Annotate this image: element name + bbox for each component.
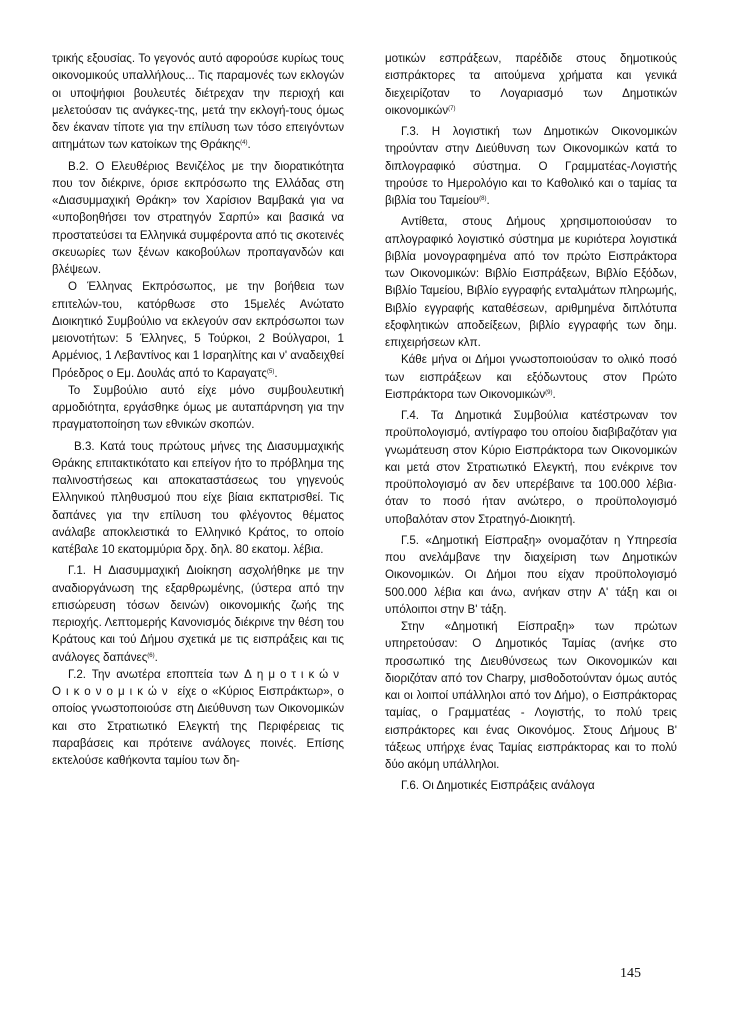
paragraph: τρικής εξουσίας. Το γεγονός αυτό αφορούσε κυρίως τους οικονομικούς υπαλλήλους... Τις παραμονές των εκλογών οι υποψήφιοι βουλευτές διέτρεχαν την περιοχή και μελετούσαν τις ανάγκες-της, μετά την εκλογή-τους όμως δεν έκαναν τίποτε για την επίλυση των τόσο επειγόντων αιτημάτων των κατοίκων της Θράκης$^{(4)}$. xyxy=(52,52,344,152)
paragraph: Αντίθετα, στους Δήμους χρησιμοποιούσαν το απλογραφικό λογιστικό σύστημα με κυριότερα λογιστικά βιβλία μονογραφημένα από τον πρώτο Εισπράκτορα των Οικονομικών: Βιβλίο Εισπράξεων, Βιβλίο Εξόδων, Βιβλίο Ταμείου, Βιβλίο εγγραφής ενταλμάτων πληρωμής, Βιβλίο εγγραφής καταθέσεων, αριθμημένα διπλότυπα εξοφλητικών αποδείξεων, βιβλίο εγγραφής των δημ. επιχειρήσεων κλπ. xyxy=(385,215,677,349)
paragraph: Γ.5. «Δημοτική Είσπραξη» ονομαζόταν η Υπηρεσία που ανελάμβανε την διαχείριση των Δημοτικών Οικονομικών. Οι Δήμοι που είχαν προϋπολογισμό 500.000 λέβια και άνω, ανήκαν στην Α' τάξη και οι υπόλοιποι στην Β' τάξη. xyxy=(385,533,677,616)
paragraph: Γ.3. Η λογιστική των Δημοτικών Οικονομικών τηρούνταν στην Διεύθυνση των Οικονομικών κατά το διπλογραφικό σύστημα. Ο Γραμματέας-Λογιστής τηρούσε το Ημερολόγιο και το Καθολικό και ο ταμίας τα βιβλία του Ταμείου$^{(8)}$. xyxy=(385,125,677,207)
paragraph: B.2. Ο Ελευθέριος Βενιζέλος με την διορατικότητα που τον διέκρινε, όρισε εκπρόσωπο της Ελλάδας στη «Διασυμμαχική Θράκη» τον Χαρίσιον Βαμβακά για να «υποβοηθήσει τον στρατηγόν Σαρπύ» και βασικά να προστατεύσει τα Ελληνικά συμφέροντα από τις σκοτεινές σκευωρίες των ξένων κακοβούλων προπαγανδών και βλέψεων. xyxy=(52,159,344,276)
footnote-ref: (6) xyxy=(147,652,155,659)
footnote-ref: (8) xyxy=(479,196,487,202)
paragraph: B.3. Κατά τους πρώτους μήνες της Διασυμμαχικής Θράκης επιτακτικότατο και επείγον ήτο το πρόβλημα της παλινοστήσεως και αποκαταστάσεως του γηγενούς Ελληνικού πληθυσμού που είχε βίαια εκπατρισθεί. Τις δαπάνες για την επίλυση του φλέγοντος θέματος ανάλαβε αποκλειστικά το Ελληνικό Κράτος, το οποίο κατέβαλε 10 εκατομμύρια δρχ. δηλ. 80 εκατομ. λέβια. xyxy=(52,439,344,556)
paragraph: μοτικών εσπράξεων, παρέδιδε στους δημοτικούς εισπράκτορες τα αιτούμενα χρήματα και γενικά διεχειρίζοταν το Λογαριασμό των Δημοτικών οικονομικών$^{(7)}$ xyxy=(385,52,677,117)
paragraph: Γ.6. Οι Δημοτικές Εισπράξεις ανάλογα xyxy=(401,779,595,793)
right-column xyxy=(385,50,677,795)
footnote-ref: (4) xyxy=(240,140,248,147)
page-number: 145 xyxy=(620,966,641,981)
paragraph: Γ.2. Την ανωτέρα εποπτεία των Δημοτικών Οικονομικών είχε ο «Κύριος Εισπράκτωρ», ο οποίος γνωστοποιούσε στη Διεύθυνση των Οικονομικών και στο Στρατιωτικό Ελεγκτή της Περιφέρειας τις παραβάσεις και πρότεινε ανάλογες ποινές. Επίσης εκτελούσε καθήκοντα ταμίου των δη- xyxy=(52,667,344,767)
paragraph: Κάθε μήνα οι Δήμοι γνωστοποιούσαν το ολικό ποσό των εισπράξεων και εξόδωντους στον Πρώτο Εισπράκτορα των Οικονομικών$^{(9)}$. xyxy=(385,353,677,401)
paragraph: Το Συμβούλιο αυτό είχε μόνο συμβουλευτική αρμοδιότητα, εργάσθηκε όμως με αυταπάρνηση για την πραγματοποίηση των εθνικών σκοπών. xyxy=(52,383,344,432)
spaced-term: Δημοτικών Οικονομικών xyxy=(52,667,344,698)
footnote-ref: (9) xyxy=(545,389,553,396)
paragraph: Γ.4. Τα Δημοτικά Συμβούλια κατέστρωναν τον προϋπολογισμό, αντίγραφο του οποίου διαβιβαζόταν για γνωμάτευση στον Κύριο Εισπράκτορα των Οικονομικών και μετά στον Στρατιωτικό Ελεγκτή, που ενέκρινε τον προϋπολογισμό αν δεν υπερέβαινε τα 100.000 λέβια· όταν το ποσό ήταν ανώτερο, ο προϋπολογισμό υποβαλόταν στον Στρατηγό-Διοικητή. xyxy=(385,409,677,526)
paragraph: Γ.1. Η Διασυμμαχική Διοίκηση ασχολήθηκε με την αναδιοργάνωση της εξαρθρωμένης, (ύστερα από την επισώρευση τόσων δεινών) οικονομικής ζωής της περιοχής. Λεπτομερής Κανονισμός διέκρινε την θέση του Κράτους και τού Δήμου σχετικά με τις εισπράξεις και τις ανάλογες δαπάνες$^{(6)}$. xyxy=(52,564,344,664)
paragraph: Ο Έλληνας Εκπρόσωπος, με την βοήθεια των επιτελών-του, κατόρθωσε στο 15μελές Ανώτατο Διοικητικό Συμβούλιο να εκλεγούν σαν εκπρόσωποι των μειονοτήτων: 5 Έλληνες, 5 Τούρκοι, 2 Βούλγαροι, 1 Αρμένιος, 1 Λεβαντίνος και 1 Ισραηλίτης και ν' αναδειχθεί Πρόεδρος ο Εμ. Δουλάς από το Καραγατς$^{(5)}$. xyxy=(52,280,344,380)
footnote-ref: (5) xyxy=(267,368,275,375)
footnote-ref: (7) xyxy=(448,105,456,112)
paragraph: Στην «Δημοτική Είσπραξη» των πρώτων υπηρετούσαν: Ο Δημοτικός Ταμίας (ανήκε στο προσωπικό της Διευθύνσεως των Οικονομικών και διοριζόταν από τον Charpy, μισθοδοτούνταν όμως αυτός και οι λοιποί υπάλληλοι από τον Δήμο), ο Εισπράκτορας ταμίας, ο Γραμματέας - Λογιστής, το πολύ τρεις εισπράκτορες και ένας Οικονόμος. Στους Δήμους Β' τάξεως υπήρχε ένας Ταμίας εισπράκτορας και το πολύ δύο ακόμη υπάλληλοι. xyxy=(385,620,677,771)
left-column xyxy=(52,50,344,769)
